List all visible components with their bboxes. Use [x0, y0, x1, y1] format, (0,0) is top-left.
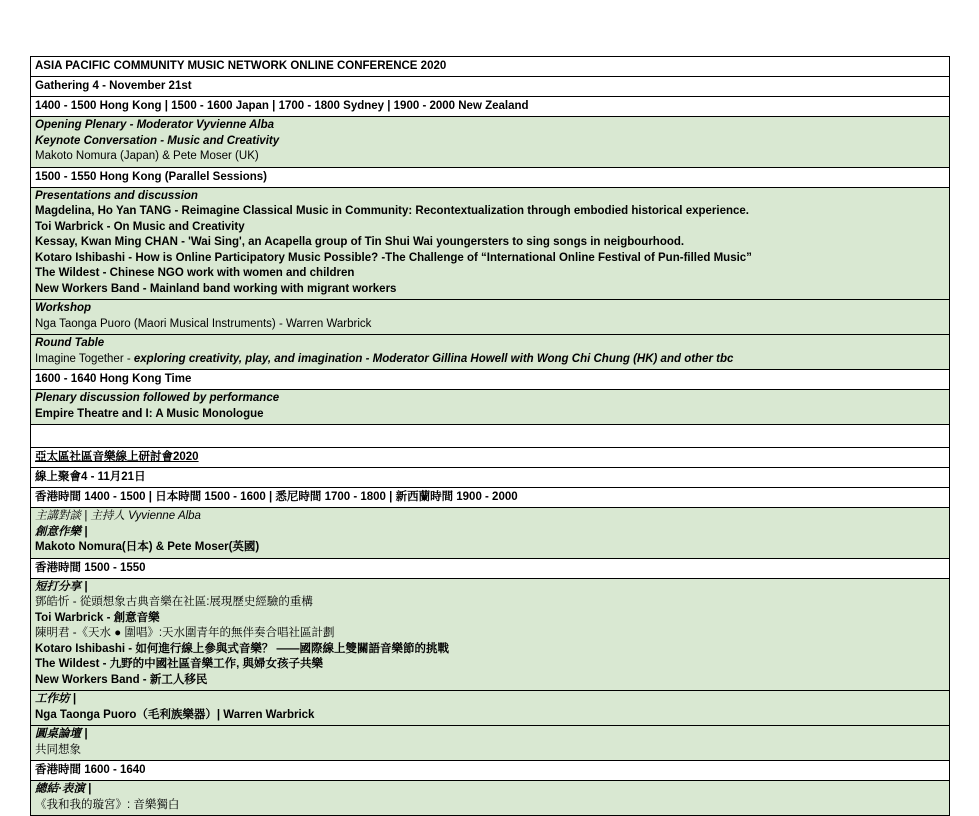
text-segment: ASIA PACIFIC COMMUNITY MUSIC NETWORK ONLINE CONFERENCE 2020 [35, 60, 447, 72]
text-segment: 1500 - 1550 Hong Kong (Parallel Sessions) [35, 170, 267, 183]
text-segment: Makoto Nomura (Japan) & Pete Moser (UK) [35, 150, 259, 162]
text-segment: Presentations and discussion [35, 189, 198, 202]
text-segment: 共同想象 [35, 743, 81, 756]
text-segment: Opening Plenary - Moderator Vyvienne Alba [35, 119, 275, 131]
table-row-line [35, 371, 945, 387]
table-row [31, 726, 949, 761]
text-segment: Magdelina, Ho Yan TANG - Reimagine Classical Music in Community: Recontextualization through embodied historical experience. [35, 205, 749, 217]
table-row-line [35, 782, 945, 798]
text-segment: 主講對談 | 主持人 Vyvienne Alba [35, 510, 201, 522]
text-segment: 線上聚會4 - 11月21日 [35, 471, 146, 483]
table-row-line [35, 282, 945, 298]
table-row-line [35, 78, 945, 94]
table-row-line [35, 762, 945, 778]
text-segment: 短打分享 | [35, 580, 88, 593]
table-row-line [35, 169, 945, 185]
text-segment: Gathering 4 - November 21st [35, 80, 192, 92]
table-row-line [35, 189, 945, 205]
text-segment: 1600 - 1640 Hong Kong Time [35, 373, 192, 385]
table-row-line [35, 391, 945, 407]
text-segment: Imagine Together - [35, 352, 134, 365]
table-row [31, 77, 949, 97]
table-row-line [35, 595, 945, 611]
text-segment: 亞太區社區音樂線上研討會2020 [35, 451, 199, 463]
table-row [31, 117, 949, 168]
text-segment: Nga Taonga Puoro（毛利族樂器）| Warren Warbrick [35, 708, 315, 721]
text-segment: 鄧皓忻 - 從頭想象古典音樂在社區:展現歷史經驗的重構 [35, 596, 313, 608]
table-row-line [35, 708, 945, 724]
text-segment: 1400 - 1500 Hong Kong | 1500 - 1600 Japan | 1700 - 1800 Sydney | 1900 - 2000 New Zealand [35, 100, 529, 112]
text-segment: 《我和我的璇宮》: 音樂獨白 [35, 798, 180, 811]
table-row-line [35, 251, 945, 267]
table-row-line [35, 560, 945, 576]
table-row-line [35, 743, 945, 759]
text-segment: The Wildest - 九野的中國社區音樂工作, 與婦女孩子共樂 [35, 658, 324, 670]
table-row-line [35, 469, 945, 485]
table-row-line [35, 266, 945, 282]
table-row-line [35, 509, 945, 525]
table-row-line [35, 540, 945, 556]
text-segment: Workshop [35, 302, 92, 314]
table-row [31, 579, 949, 692]
table-row [31, 300, 949, 335]
table-row [31, 57, 949, 77]
table-row-line [35, 692, 945, 708]
table-row [31, 188, 949, 301]
text-segment: Kessay, Kwan Ming CHAN - 'Wai Sing', an Acapella group of Tin Shui Wai youngersters to sing songs in neigbourhood. [35, 236, 685, 248]
table-row-line [35, 336, 945, 352]
schedule-table [30, 56, 950, 816]
text-segment: Plenary discussion followed by performance [35, 392, 280, 404]
table-row-line [35, 657, 945, 673]
table-row [31, 390, 949, 425]
table-row-line [35, 301, 945, 317]
text-segment: Toi Warbrick - 創意音樂 [35, 611, 160, 624]
table-row-line [35, 727, 945, 743]
text-segment: 圓桌論壇 | [35, 728, 88, 740]
table-row-line [35, 673, 945, 689]
text-segment: Makoto Nomura(日本) & Pete Moser(英國) [35, 541, 260, 553]
text-segment: Toi Warbrick - On Music and Creativity [35, 220, 245, 233]
table-row-line [35, 317, 945, 333]
table-row-line [35, 798, 945, 814]
table-row-line [35, 580, 945, 596]
text-segment: 香港時間 1600 - 1640 [35, 764, 146, 776]
text-segment: 陳明君 -《天水 ● 圍唱》:天水圍青年的無伴奏合唱社區計劃 [35, 627, 335, 639]
table-row [31, 448, 949, 468]
table-row [31, 761, 949, 781]
text-segment: New Workers Band - 新工人移民 [35, 673, 208, 686]
text-segment: Kotaro Ishibashi - 如何進行線上參與式音樂？ ——國際線上雙關語音樂節的挑戰 [35, 642, 450, 655]
table-row [31, 370, 949, 390]
table-row-line [35, 235, 945, 251]
table-row-line [35, 626, 945, 642]
table-row-line [35, 407, 945, 423]
table-row [31, 691, 949, 726]
table-row [31, 168, 949, 188]
text-segment: exploring creativity, play, and imagination - Moderator Gillina Howell with Wong Chi Chung (HK) and other tbc [133, 352, 734, 365]
text-segment: Keynote Conversation - Music and Creativity [35, 134, 280, 147]
text-segment: The Wildest - Chinese NGO work with women and children [35, 267, 355, 279]
table-row-line [35, 352, 945, 368]
table-row-line [35, 204, 945, 220]
text-segment: New Workers Band - Mainland band working with migrant workers [35, 282, 397, 295]
text-segment: 工作坊 | [35, 693, 76, 705]
text-segment: 香港時間 1500 - 1550 [35, 561, 146, 574]
table-row [31, 335, 949, 370]
text-segment: 創意作樂 | [35, 525, 88, 538]
table-row [31, 781, 949, 815]
text-segment: 總結·表演 | [35, 783, 92, 795]
table-row-line [35, 134, 945, 150]
text-segment: Kotaro Ishibashi - How is Online Participatory Music Possible? -The Challenge of “International Online Festival of Pun-filled Music” [35, 251, 752, 264]
table-row-line [35, 220, 945, 236]
table-row-line [35, 98, 945, 114]
text-segment: 香港時間 1400 - 1500 | 日本時間 1500 - 1600 | 悉尼時間 1700 - 1800 | 新西蘭時間 1900 - 2000 [35, 491, 518, 503]
text-segment: Empire Theatre and I: A Music Monologue [35, 407, 264, 420]
table-row-line [35, 611, 945, 627]
table-row-line [35, 449, 945, 465]
table-row [31, 97, 949, 117]
table-row-line [35, 489, 945, 505]
table-row [31, 508, 949, 559]
table-row [31, 488, 949, 508]
table-row [31, 559, 949, 579]
table-row-line [35, 525, 945, 541]
text-segment: Round Table [35, 337, 105, 349]
table-row [31, 468, 949, 488]
table-row-line [35, 58, 945, 74]
table-row-line [35, 149, 945, 165]
table-row-line [35, 642, 945, 658]
table-row-line [35, 118, 945, 134]
spacer-row [31, 425, 949, 448]
text-segment: Nga Taonga Puoro (Maori Musical Instruments) - Warren Warbrick [35, 317, 372, 330]
